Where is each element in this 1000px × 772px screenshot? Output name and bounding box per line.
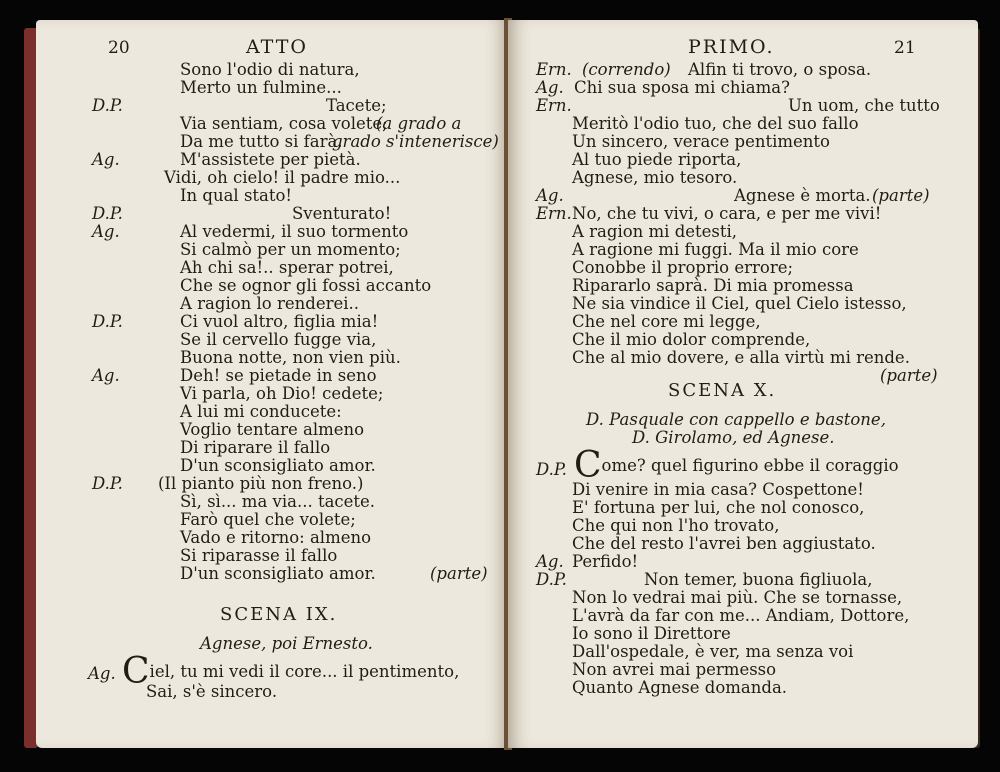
verse-line: Buona notte, non vien più. [180, 348, 401, 367]
verse-line: Sì, sì... ma via... tacete. [180, 492, 376, 511]
verse-line: Che del resto l'avrei ben aggiustato. [572, 534, 876, 553]
verse-line: Si riparasse il fallo [180, 546, 338, 565]
verse-text: iel, tu mi vedi il core... il pentimento, [149, 662, 460, 681]
left-page [36, 20, 508, 748]
verse-line: Chi sua sposa mi chiama? [574, 78, 790, 97]
verse-line: Perfido! [572, 552, 639, 571]
speaker-label: D.P. [92, 96, 123, 115]
scene-subtitle: Agnese, poi Ernesto. [200, 634, 373, 653]
verse-line: Non temer, buona figliuola, [644, 570, 873, 589]
verse-line: Merto un fulmine... [180, 78, 342, 97]
scene-subtitle: D. Pasquale con cappello e bastone, [586, 410, 886, 429]
verse-line [574, 445, 899, 486]
speaker-label: Ag. [88, 664, 116, 683]
verse-line: L'avrà da far con me... Andiam, Dottore, [572, 606, 910, 625]
verse-line: Dall'ospedale, è ver, ma senza voi [572, 642, 854, 661]
stage-direction: grado s'intenerisce) [332, 132, 499, 151]
verse-line: Sai, s'è sincero. [146, 682, 278, 701]
verse-line: Ah chi sa!.. sperar potrei, [180, 258, 394, 277]
scene-title: SCENA X. [668, 380, 777, 401]
verse-line: Deh! se pietade in seno [180, 366, 377, 385]
verse-line: Vi parla, oh Dio! cedete; [180, 384, 384, 403]
drop-cap: C [122, 651, 150, 692]
page-number-right: 21 [894, 38, 916, 58]
drop-cap: C [574, 445, 602, 486]
speaker-label: Ag. [536, 552, 564, 571]
verse-line: Che nel core mi legge, [572, 312, 761, 331]
speaker-label: Ag. [536, 186, 564, 205]
verse-line: (Il pianto più non freno.) [158, 474, 364, 493]
speaker-label: Ag. [536, 78, 564, 97]
page-header-left: ATTO [246, 36, 308, 58]
verse-line: Voglio tentare almeno [180, 420, 365, 439]
page-number-left: 20 [108, 38, 130, 58]
verse-line: A lui mi conducete: [180, 402, 342, 421]
verse-line: Farò quel che volete; [180, 510, 356, 529]
speaker-label: Ern. [536, 60, 572, 79]
speaker-label: D.P. [536, 570, 567, 589]
speaker-label: Ag. [92, 366, 120, 385]
verse-line: Agnese, mio tesoro. [572, 168, 738, 187]
verse-line: In qual stato! [180, 186, 293, 205]
verse-line: Conobbe il proprio errore; [572, 258, 794, 277]
verse-line: Un uom, che tutto [788, 96, 940, 115]
stage-direction: (parte) [872, 186, 930, 205]
verse-line: Sono l'odio di natura, [180, 60, 360, 79]
verse-line: Che se ognor gli fossi accanto [180, 276, 432, 295]
verse-line: Vidi, oh cielo! il padre mio... [164, 168, 401, 187]
verse-line: Sventurato! [292, 204, 392, 223]
verse-line: Via sentiam, cosa volete; [180, 114, 388, 133]
verse-line: Al vedermi, il suo tormento [180, 222, 409, 241]
speaker-label: D.P. [92, 312, 123, 331]
verse-line: D'un sconsigliato amor. [180, 456, 376, 475]
speaker-label: D.P. [92, 204, 123, 223]
verse-line: Che qui non l'ho trovato, [572, 516, 780, 535]
verse-line: Si calmò per un momento; [180, 240, 401, 259]
verse-line: Ci vuol altro, figlia mia! [180, 312, 379, 331]
stage-direction: (a grado a [376, 114, 462, 133]
verse-line: Ne sia vindice il Ciel, quel Cielo istesso, [572, 294, 907, 313]
right-page [508, 20, 978, 748]
verse-line: A ragione mi fuggi. Ma il mio core [572, 240, 859, 259]
verse-line: Agnese è morta. [734, 186, 871, 205]
speaker-label: Ern. [536, 96, 572, 115]
verse-line: Tacete; [326, 96, 387, 115]
verse-line: Quanto Agnese domanda. [572, 678, 788, 697]
verse-line: Che il mio dolor comprende, [572, 330, 811, 349]
page-header-right: PRIMO. [688, 36, 775, 58]
verse-line: Al tuo piede riporta, [572, 150, 742, 169]
stage-direction: (parte) [430, 564, 488, 583]
verse-line: Da me tutto si farà. [180, 132, 343, 151]
scene-title: SCENA IX. [220, 604, 338, 625]
verse-line: M'assistete per pietà. [180, 150, 361, 169]
verse-line: Di riparare il fallo [180, 438, 331, 457]
verse-line: A ragion mi detesti, [572, 222, 738, 241]
speaker-label: Ern. [536, 204, 572, 223]
speaker-label: D.P. [92, 474, 123, 493]
verse-line: Vado e ritorno: almeno [180, 528, 372, 547]
verse-line: Un sincero, verace pentimento [572, 132, 830, 151]
speaker-label: Ag. [92, 150, 120, 169]
verse-text: ome? quel figurino ebbe il coraggio [601, 456, 899, 475]
verse-line: Di venire in mia casa? Cospettone! [572, 480, 864, 499]
speaker-label: Ag. [92, 222, 120, 241]
stage-direction: (parte) [880, 366, 938, 385]
verse-line: E' fortuna per lui, che nol conosco, [572, 498, 865, 517]
speaker-label: D.P. [536, 460, 567, 479]
verse-line: A ragion lo renderei.. [180, 294, 360, 313]
verse-line: Non lo vedrai mai più. Che se tornasse, [572, 588, 903, 607]
verse-line: Non avrei mai permesso [572, 660, 777, 679]
verse-line: Io sono il Direttore [572, 624, 731, 643]
stage-direction: (correndo) [582, 60, 671, 79]
verse-line: Se il cervello fugge via, [180, 330, 377, 349]
scene-subtitle: D. Girolamo, ed Agnese. [632, 428, 835, 447]
verse-line: Alfin ti trovo, o sposa. [688, 60, 872, 79]
verse-line: D'un sconsigliato amor. [180, 564, 376, 583]
verse-line: No, che tu vivi, o cara, e per me vivi! [572, 204, 882, 223]
verse-line: Ripararlo saprà. Di mia promessa [572, 276, 854, 295]
verse-line: Meritò l'odio tuo, che del suo fallo [572, 114, 859, 133]
verse-line: Che al mio dovere, e alla virtù mi rende. [572, 348, 910, 367]
